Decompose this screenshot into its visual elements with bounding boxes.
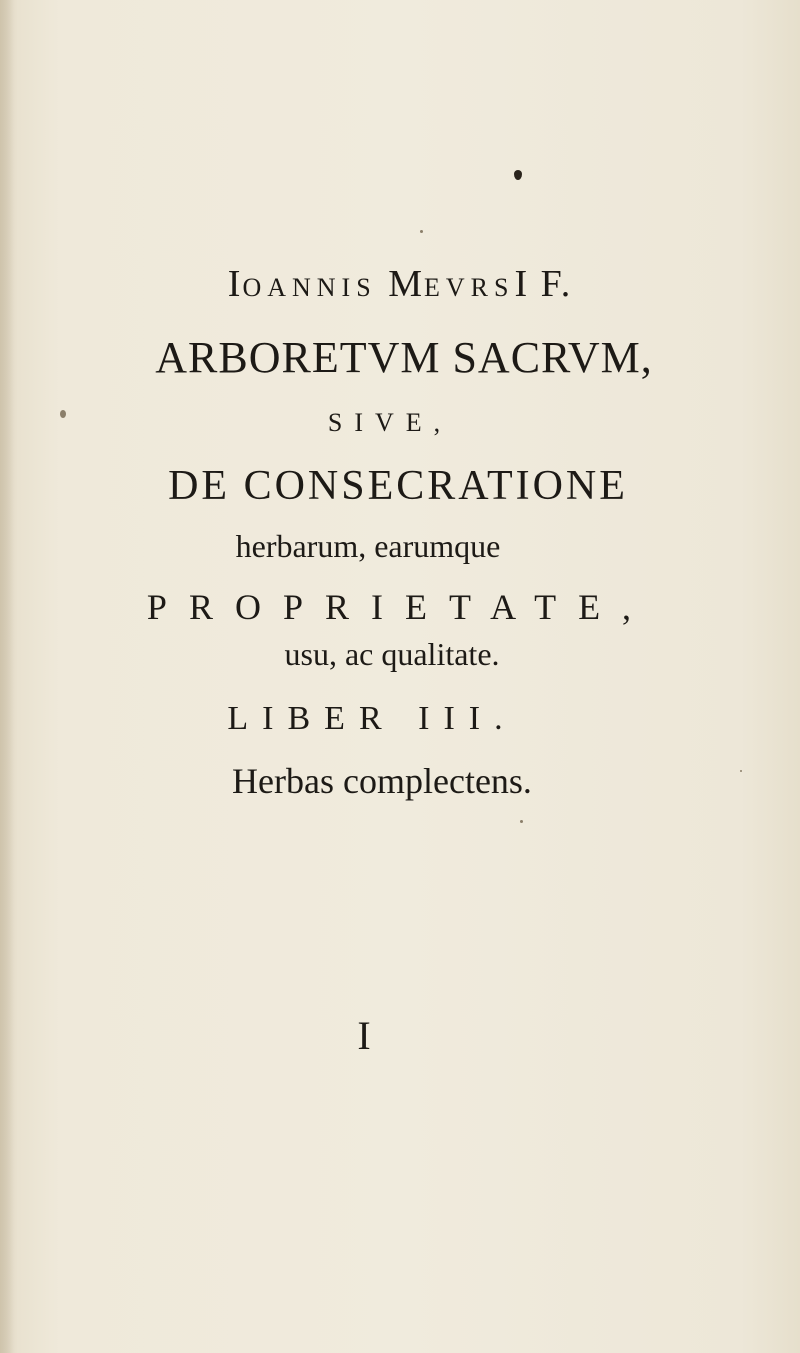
proprietate-line: PROPRIETATE, — [146, 587, 654, 627]
author-second-rest: EVRS — [423, 273, 515, 302]
author-tail: I F. — [514, 263, 573, 305]
author-second-initial: M — [388, 263, 424, 305]
usu-line: usu, ac qualitate. — [284, 636, 500, 672]
herbarum-line: herbarum, earumque — [235, 528, 501, 564]
ink-speck — [420, 230, 423, 233]
herbas-line: Herbas complectens. — [232, 761, 532, 801]
author-first-initial: I — [227, 263, 243, 305]
ink-speck — [740, 770, 742, 772]
signature-mark: I — [357, 1013, 371, 1058]
ink-mark-ornament — [514, 170, 522, 180]
main-title: ARBORETVM SACRVM, — [155, 333, 653, 382]
author-first-rest: OANNIS — [242, 273, 377, 302]
author-line — [0, 262, 800, 306]
liber-line: LIBER III. — [227, 700, 517, 737]
sive-line: SIVE, — [327, 408, 453, 437]
page-gutter-shadow — [0, 0, 14, 1353]
ink-speck — [60, 410, 66, 418]
subtitle-line: DE CONSECRATIONE — [168, 463, 628, 509]
ink-speck — [520, 820, 523, 823]
